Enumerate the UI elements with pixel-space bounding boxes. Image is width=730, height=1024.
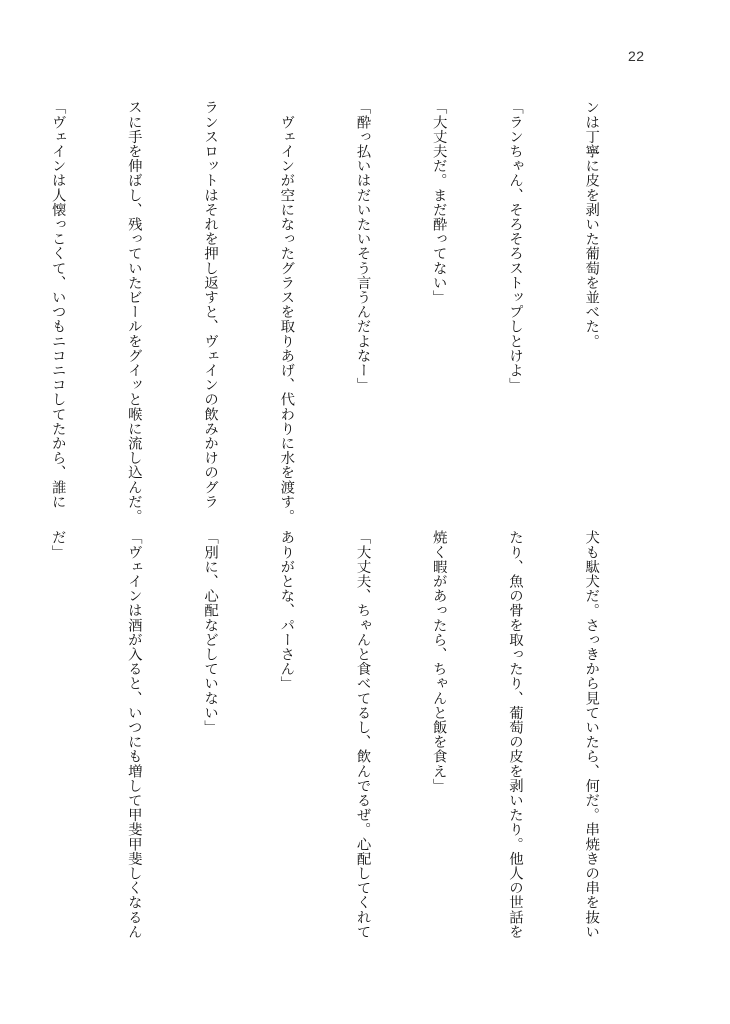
text-line: 「ヴェインは酒が入ると、いつにも増して甲斐甲斐しくなるん [125,530,142,939]
text-line: だ」 [49,530,66,560]
page-number: 22 [628,48,645,64]
text-line: ヴェインが空になったグラスを取りあげ、代わりに水を渡す。 [278,100,295,524]
text-line: ありがとな、パーさん」 [278,530,295,691]
text-line: 「ヴェインは人懐っこくて、いつもニコニコしてたから、誰に [49,100,66,509]
text-line: スに手を伸ばし、残っていたビールをグイッと喉に流し込んだ。 [125,100,142,524]
upper-text-block [49,100,654,524]
text-line: 焼く暇があったら、ちゃんと飯を食え」 [430,530,447,793]
lower-text-block [49,530,654,950]
text-line: 犬も駄犬だ。さっきから見ていたら、何だ。串焼きの串を抜い [583,530,600,939]
text-line: ランスロットはそれを押し返すと、ヴェインの飲みかけのグラ [202,100,219,509]
text-line: 「ランちゃん、そろそろストップしとけよ」 [506,100,523,392]
text-line: 「大丈夫、ちゃんと食べてるし、飲んでるぜ。心配してくれて [354,530,371,939]
text-line: 「別に、心配などしていない」 [202,530,219,735]
text-line: たり、魚の骨を取ったり、葡萄の皮を剥いたり。他人の世話を [506,530,523,939]
text-line: 「大丈夫だ。まだ酔ってない」 [430,100,447,305]
text-line: 「酔っ払いはだいたいそう言うんだよなー」 [354,100,371,392]
text-line: ンは丁寧に皮を剥いた葡萄を並べた。 [583,100,600,349]
